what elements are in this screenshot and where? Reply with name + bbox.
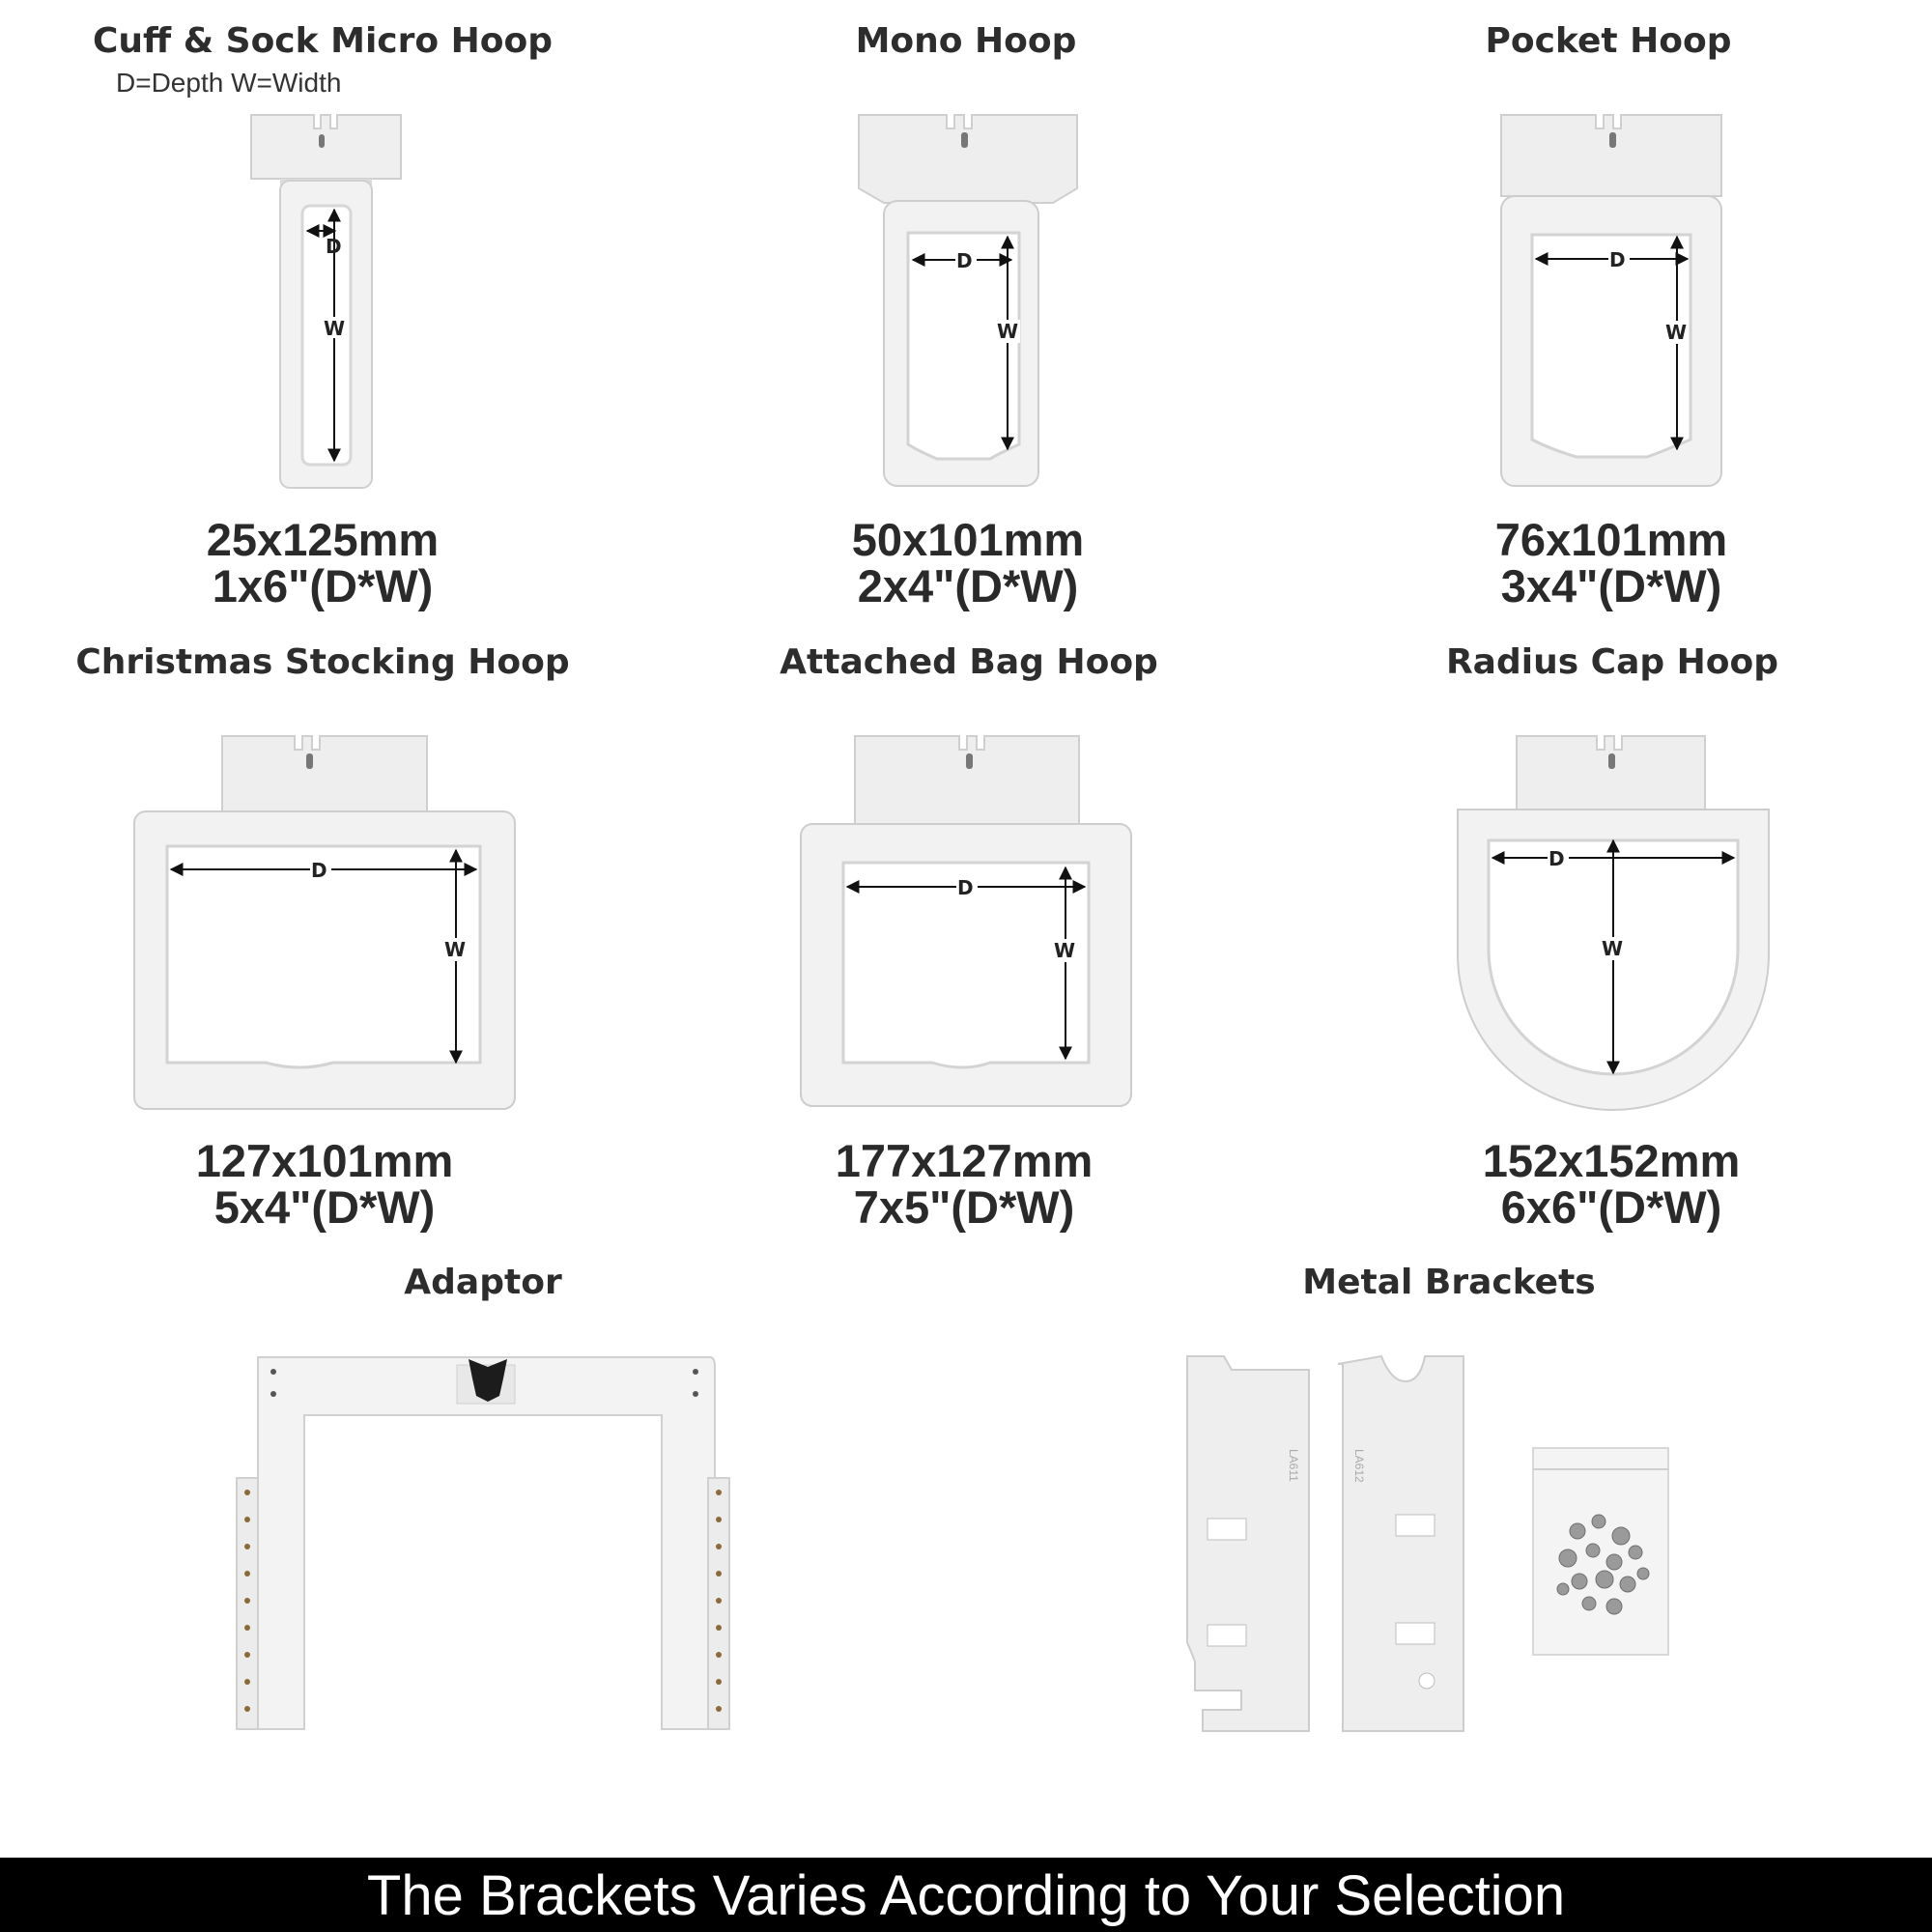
hoop-title-radius-cap: Radius Cap Hoop (1445, 642, 1779, 682)
hoop-size-cuff-sock (206, 514, 440, 611)
depth-marker: D (956, 249, 973, 272)
selection-banner (0, 1858, 1932, 1932)
bracket-stamp-2: LA612 (1352, 1449, 1366, 1483)
size-imperial: 3x4"(D*W) (1500, 560, 1722, 611)
hoop-size-attached-bag (835, 1135, 1094, 1233)
width-marker: W (444, 938, 467, 961)
size-metric: 76x101mm (1494, 514, 1728, 565)
size-metric: 25x125mm (206, 514, 440, 565)
cuff-sock-hoop-image (242, 111, 406, 493)
size-imperial: 1x6"(D*W) (212, 560, 434, 611)
width-marker: W (1665, 321, 1688, 344)
hoop-title-attached-bag: Attached Bag Hoop (780, 642, 1158, 682)
adaptor-image (237, 1348, 734, 1734)
hoop-size-pocket (1494, 514, 1728, 611)
depth-marker: D (326, 235, 342, 258)
screw-bag-image (1529, 1444, 1672, 1659)
depth-marker: D (1548, 847, 1565, 870)
pocket-hoop-image (1497, 111, 1729, 493)
hoop-size-mono (851, 514, 1085, 611)
hoop-title-cuff-sock: Cuff & Sock Micro Hoop (92, 21, 554, 61)
size-metric: 50x101mm (851, 514, 1085, 565)
width-marker: W (1602, 937, 1624, 960)
size-imperial: 2x4"(D*W) (857, 560, 1079, 611)
width-marker: W (1054, 939, 1076, 962)
banner-text: The Brackets Varies According to Your Selection (366, 1864, 1566, 1927)
hoop-title-pocket: Pocket Hoop (1485, 21, 1732, 61)
width-marker: W (997, 320, 1019, 343)
hoop-title-christmas-stocking: Christmas Stocking Hoop (75, 642, 570, 682)
attached-bag-hoop-image (797, 732, 1135, 1114)
depth-marker: D (1609, 248, 1626, 271)
size-imperial: 7x5"(D*W) (853, 1181, 1075, 1233)
size-metric: 152x152mm (1482, 1135, 1741, 1186)
accessory-title-adaptor: Adaptor (404, 1263, 562, 1302)
accessory-title-metal-brackets: Metal Brackets (1302, 1263, 1596, 1302)
size-metric: 127x101mm (195, 1135, 454, 1186)
depth-marker: D (311, 859, 327, 882)
metal-brackets-image (1183, 1352, 1492, 1734)
dimension-legend: D=Depth W=Width (116, 68, 342, 98)
radius-cap-hoop-image (1454, 732, 1773, 1114)
size-imperial: 6x6"(D*W) (1500, 1181, 1722, 1233)
size-metric: 177x127mm (835, 1135, 1094, 1186)
depth-marker: D (957, 876, 974, 899)
hoop-title-mono: Mono Hoop (855, 21, 1077, 61)
hoop-size-christmas-stocking (195, 1135, 454, 1233)
width-marker: W (324, 317, 346, 340)
bracket-stamp-1: LA611 (1287, 1449, 1300, 1482)
size-imperial: 5x4"(D*W) (213, 1181, 436, 1233)
hoop-size-radius-cap (1482, 1135, 1741, 1233)
mono-hoop-image (855, 111, 1087, 493)
christmas-stocking-hoop-image (130, 732, 517, 1114)
